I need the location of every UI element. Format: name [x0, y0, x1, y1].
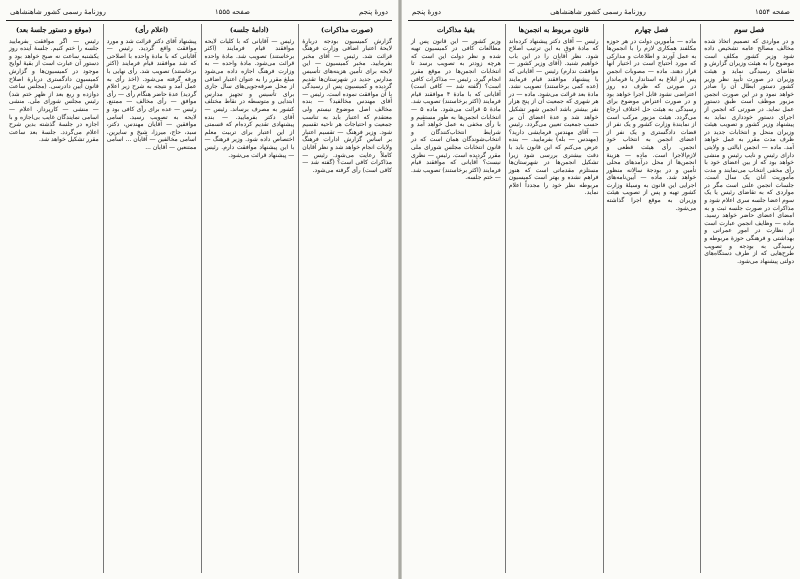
column-text: رئیس — آقایانی که با کلیات لایحه موافقند قیام فرمایند (اکثر برخاستند) تصویب شد. مادهٔ واحده قرائت می‌شود. مادهٔ واحده — به وزارت فرهنگ اجازه داده می‌شود مبلغ مقرر را به عنوان اعتبار اضافی از محل صرفه‌جویی‌های سال جاری برای تأسیس و تجهیز مدارس ابتدایی و متوسطه در نقاط مختلف کشور به مصرف برساند. رئیس — آقای دکتر بفرمایید. — بنده پیشنهادی تقدیم کرده‌ام که قسمتی از این اعتبار برای تربیت معلم اختصاص داده شود. وزیر فرهنگ — با این پیشنهاد موافقت دارم. رئیس — پیشنهاد قرائت می‌شود. [204, 37, 295, 159]
column-heading: (ادامهٔ جلسه) [229, 26, 269, 34]
left-column-3 [103, 24, 197, 573]
column-heading: فصل چهارم [634, 26, 669, 34]
right-column-2 [603, 24, 697, 573]
column-text: وزیر کشور — این قانون پس از مطالعات کافی در کمیسیون تهیه شده و نظر دولت این است که هرچه زودتر به تصویب برسد تا انتخابات انجمن‌ها در موقع مقرر انجام گیرد. رئیس — مذاکرات کافی است؟ (گفته شد — کافی است) آقایانی که با مادهٔ ۴ موافقند قیام فرمایند (اکثر برخاستند) تصویب شد. مادهٔ ۵ قرائت می‌شود. ماده ۵ — انتخابات انجمن‌ها به طور مستقیم و با رأی مخفی به عمل خواهد آمد و شرایط انتخاب‌کنندگان و انتخاب‌شوندگان همان است که در قانون انتخابات مجلس شورای ملی مقرر گردیده است. رئیس — نظری نیست؟ آقایانی که موافقند قیام فرمایند (اکثر برخاستند) تصویب شد. — ختم جلسه. [411, 37, 501, 182]
left-journal-title: روزنامهٔ رسمی کشور شاهنشاهی [10, 8, 106, 16]
right-issue-label: دورهٔ پنجم [412, 8, 442, 16]
left-column-2 [201, 24, 295, 573]
left-issue-label: دورهٔ پنجم [358, 8, 388, 16]
column-text: رئیس — آقای دکتر پیشنهاد کرده‌اند که مادهٔ فوق به این ترتیب اصلاح شود. نظر آقایان را در این باب خواهیم شنید. (آقای وزیر کشور — موافقت ندارم) رئیس — آقایانی که با پیشنهاد موافقند قیام فرمایند (عده کمی برخاستند) تصویب نشد. مادهٔ بعد قرائت می‌شود. ماده — در هر شهری که جمعیت آن از پنج هزار نفر بیشتر باشد انجمن شهر تشکیل خواهد شد و عدهٔ اعضای آن بر حسب جمعیت تعیین می‌گردد. رئیس — آقای مهندس فرمایشی دارید؟ (مهندس — بله) بفرمایید. — بنده عرض می‌کنم که این قانون باید با دقت بیشتری بررسی شود زیرا تشکیل انجمن‌ها در شهرستان‌ها مستلزم مقدماتی است که هنوز فراهم نشده و بهتر است کمیسیون مربوطه نظر خود را مجدداً اعلام نماید. [508, 37, 599, 197]
left-page-columns [6, 24, 392, 573]
column-text: ماده — مأمورین دولت در هر حوزه مکلفند همکاری لازم را با انجمن‌ها به عمل آورند و اطلاعات و مدارکی که مورد احتیاج است در اختیار آنها قرار دهند. ماده — مصوبات انجمن پس از ابلاغ به استاندار یا فرماندار در صورتی که ظرف ده روز اعتراضی نشود قابل اجرا خواهد بود و در صورت اعتراض موضوع برای رسیدگی به هیئت حل اختلاف ارجاع می‌گردد. هیئت مزبور مرکب است از نمایندهٔ وزارت کشور و یک نفر از قضات دادگستری و یک نفر از اعضای انجمن به انتخاب خود انجمن. رأی هیئت قطعی و لازم‌الاجرا است. ماده — هزینهٔ انجمن‌ها از محل درآمدهای محلی تأمین و در بودجهٔ سالانه منظور خواهد شد. ماده — آیین‌نامه‌های اجرایی این قانون به وسیلهٔ وزارت کشور تهیه و پس از تصویب هیئت وزیران به موقع اجرا گذاشته می‌شود. [606, 37, 697, 212]
column-heading: (اعلام رأی) [134, 26, 169, 34]
right-page-header [408, 4, 794, 21]
right-page-columns [408, 24, 794, 573]
right-page [402, 0, 800, 579]
column-text: پیشنهاد آقای دکتر قرائت شد و مورد موافقت واقع گردید. رئیس — آقایانی که با مادهٔ واحده با اصلاحی که شد موافقند قیام فرمایند (اکثر برخاستند) تصویب شد. رأی نهایی با ورقه گرفته می‌شود. (اخذ رأی به عمل آمد و نتیجه به شرح زیر اعلام گردید) عدهٔ حاضر هنگام رأی — رأی موافق — رأی مخالف — ممتنع. رئیس — عده برای رأی کافی بود و لایحه به تصویب رسید. اسامی موافقین — آقایان مهندس، دکتر، سید، حاج، میرزا، شیخ و سایرین. اسامی مخالفین — آقایان ... اسامی ممتنعین — آقایان ... [106, 37, 197, 151]
left-column-1 [298, 24, 392, 573]
right-page-number: صفحه ۱۵۵۴ [754, 8, 790, 16]
left-page [0, 0, 398, 579]
column-heading: قانون مربوط به انجمن‌ها [518, 26, 589, 34]
column-heading: فصل سوم [734, 26, 765, 34]
right-journal-title: روزنامهٔ رسمی کشور شاهنشاهی [550, 8, 646, 16]
column-text: رئیس — اگر موافقت بفرمایید جلسه را ختم کنیم. جلسهٔ آینده روز یکشنبه ساعت نه صبح خواهد بود و دستور آن عبارت است از بقیهٔ لوایح موجود در کمیسیون‌ها و گزارش کمیسیون دادگستری دربارهٔ اصلاح قانون آیین دادرسی. (مجلس ساعت دوازده و ربع بعد از ظهر ختم شد) رئیس مجلس شورای ملی. منشی — منشی — کارپرداز. اعلام — اسامی نمایندگان غایب بی‌اجازه و با اجازه در جلسهٔ گذشته بدین شرح اعلام می‌گردد. جلسهٔ بعد ساعت مقرر تشکیل خواهد شد. [9, 37, 99, 144]
column-text: گزارش کمیسیون بودجه دربارهٔ لایحهٔ اعتبار اضافی وزارت فرهنگ قرائت شد. رئیس — آقای مخبر بفرمایید. مخبر کمیسیون — این لایحه برای تأمین هزینه‌های تأسیس مدارس جدید در شهرستان‌ها تقدیم گردیده و کمیسیون پس از رسیدگی با آن موافقت نموده است. رئیس — آقای مهندس مخالفید؟ — بنده مخالف اصل موضوع نیستم ولی معتقدم که اعتبار باید به تناسب جمعیت و احتیاجات هر ناحیه تقسیم شود. وزیر فرهنگ — تقسیم اعتبار بر اساس گزارش ادارات فرهنگ ولایات انجام خواهد شد و نظر آقایان کاملاً رعایت می‌شود. رئیس — مذاکرات کافی است؟ (گفته شد — کافی است) رأی گرفته می‌شود. [302, 37, 392, 174]
column-heading: بقیهٔ مذاکرات [436, 26, 475, 34]
left-page-header [6, 4, 392, 21]
left-page-number: صفحه ۱۵۵۵ [214, 8, 250, 16]
column-heading: (موقع و دستور جلسهٔ بعد) [16, 26, 92, 34]
right-column-1 [700, 24, 794, 573]
left-column-4 [6, 24, 99, 573]
right-column-3 [505, 24, 599, 573]
column-heading: (صورت مذاکرات) [321, 26, 374, 34]
right-column-4 [408, 24, 501, 573]
column-text: و در مواردی که تصمیم اتخاذ شده مخالف مصالح عامه تشخیص داده شود وزیر کشور مکلف است موضوع را به هیئت وزیران گزارش و تقاضای رسیدگی نماید و هیئت وزیران در صورت تأیید نظر وزیر کشور دستور ابطال آن را صادر خواهد نمود و در این صورت انجمن مزبور موظف است طبق دستور عمل نماید. در صورتی که انجمن از اجرای دستور خودداری نماید به پیشنهاد وزیر کشور و تصویب هیئت وزیران منحل و انتخابات جدید در ظرف مدت مقرر به عمل خواهد آمد. ماده — انجمن ایالتی و ولایتی دارای رئیس و نایب رئیس و منشی خواهد بود که از بین اعضای خود با رأی مخفی انتخاب می‌نمایند و مدت مأموریت آنان یک سال است. جلسات انجمن علنی است مگر در مواردی که به تقاضای رئیس یا یک سوم اعضا جلسه سری اعلام شود و مذاکرات در صورت جلسه ثبت و به امضای اعضای حاضر خواهد رسید. ماده — وظایف انجمن عبارت است از نظارت در امور عمرانی و بهداشتی و فرهنگی حوزهٔ مربوطه و رسیدگی به بودجه و تصویب طرح‌هایی که از طرف دستگاه‌های دولتی پیشنهاد می‌شود. [704, 37, 794, 265]
